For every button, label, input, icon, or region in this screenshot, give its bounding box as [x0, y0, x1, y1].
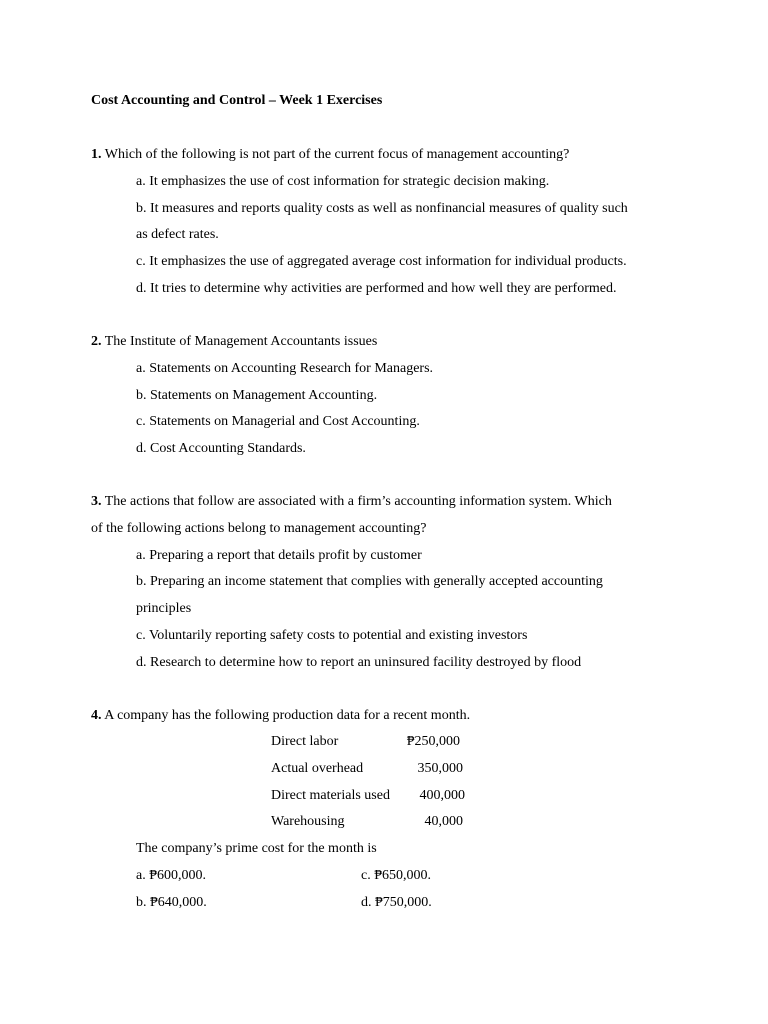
- table-row: [271, 787, 471, 814]
- choice-d: d. Research to determine how to report an uninsured facility destroyed by flood: [136, 654, 582, 670]
- question-stem-continued: of the following actions belong to management accounting?: [91, 520, 427, 536]
- choice-c: c. Voluntarily reporting safety costs to potential and existing investors: [136, 627, 528, 643]
- choice-a: a. Statements on Accounting Research for Managers.: [136, 360, 434, 376]
- table-row: [271, 813, 471, 840]
- question-2: [91, 333, 651, 467]
- choice-b: b. It measures and reports quality costs as well as nonfinancial measures of quality such: [136, 200, 628, 216]
- choice-b: b. Preparing an income statement that complies with generally accepted accounting: [136, 574, 603, 590]
- production-data-table: [271, 733, 471, 840]
- question-4: [91, 707, 651, 734]
- row-value: 350,000: [417, 760, 463, 776]
- choice-b: b. ₱640,000.: [136, 895, 207, 910]
- row-value: 40,000: [424, 814, 463, 830]
- choice-b: b. Statements on Management Accounting.: [136, 387, 378, 403]
- row-value: ₱250,000: [406, 734, 460, 749]
- question-number: 2.: [91, 334, 102, 349]
- question-prompt: The company’s prime cost for the month is: [136, 841, 377, 856]
- choice-b-continued: principles: [136, 601, 192, 617]
- choice-c: c. ₱650,000.: [361, 868, 431, 883]
- question-stem: [91, 146, 651, 173]
- row-label: Direct materials used: [271, 787, 390, 803]
- question-stem: [91, 333, 651, 360]
- choice-c: c. Statements on Managerial and Cost Accounting.: [136, 414, 420, 430]
- question-number: 3.: [91, 494, 102, 509]
- document-title: Cost Accounting and Control – Week 1 Exercises: [91, 93, 383, 108]
- question-stem: [91, 493, 651, 520]
- choice-a: a. ₱600,000.: [136, 868, 206, 883]
- question-stem: [91, 707, 651, 734]
- choice-a: a. It emphasizes the use of cost information for strategic decision making.: [136, 173, 550, 189]
- row-label: Direct labor: [271, 734, 339, 749]
- question-text: The actions that follow are associated with a firm’s accounting information system. Which: [104, 494, 612, 509]
- row-value: 400,000: [419, 787, 465, 803]
- choice-a: a. Preparing a report that details profit by customer: [136, 547, 422, 563]
- choice-d: d. Cost Accounting Standards.: [136, 441, 306, 457]
- question-number: 1.: [91, 147, 102, 162]
- table-row: [271, 733, 471, 760]
- question-3: [91, 493, 651, 681]
- question-1: [91, 146, 651, 307]
- question-text: Which of the following is not part of the current focus of management accounting?: [104, 147, 570, 162]
- row-label: Actual overhead: [271, 760, 364, 776]
- choice-c: c. It emphasizes the use of aggregated average cost information for individual products.: [136, 254, 627, 270]
- question-text: A company has the following production data for a recent month.: [104, 708, 471, 723]
- choice-b-continued: as defect rates.: [136, 227, 219, 243]
- question-number: 4.: [91, 708, 102, 723]
- row-label: Warehousing: [271, 814, 345, 830]
- question-text: The Institute of Management Accountants issues: [104, 334, 378, 349]
- choice-d: d. ₱750,000.: [361, 895, 432, 910]
- table-row: [271, 760, 471, 787]
- choice-d: d. It tries to determine why activities are performed and how well they are performed.: [136, 280, 617, 296]
